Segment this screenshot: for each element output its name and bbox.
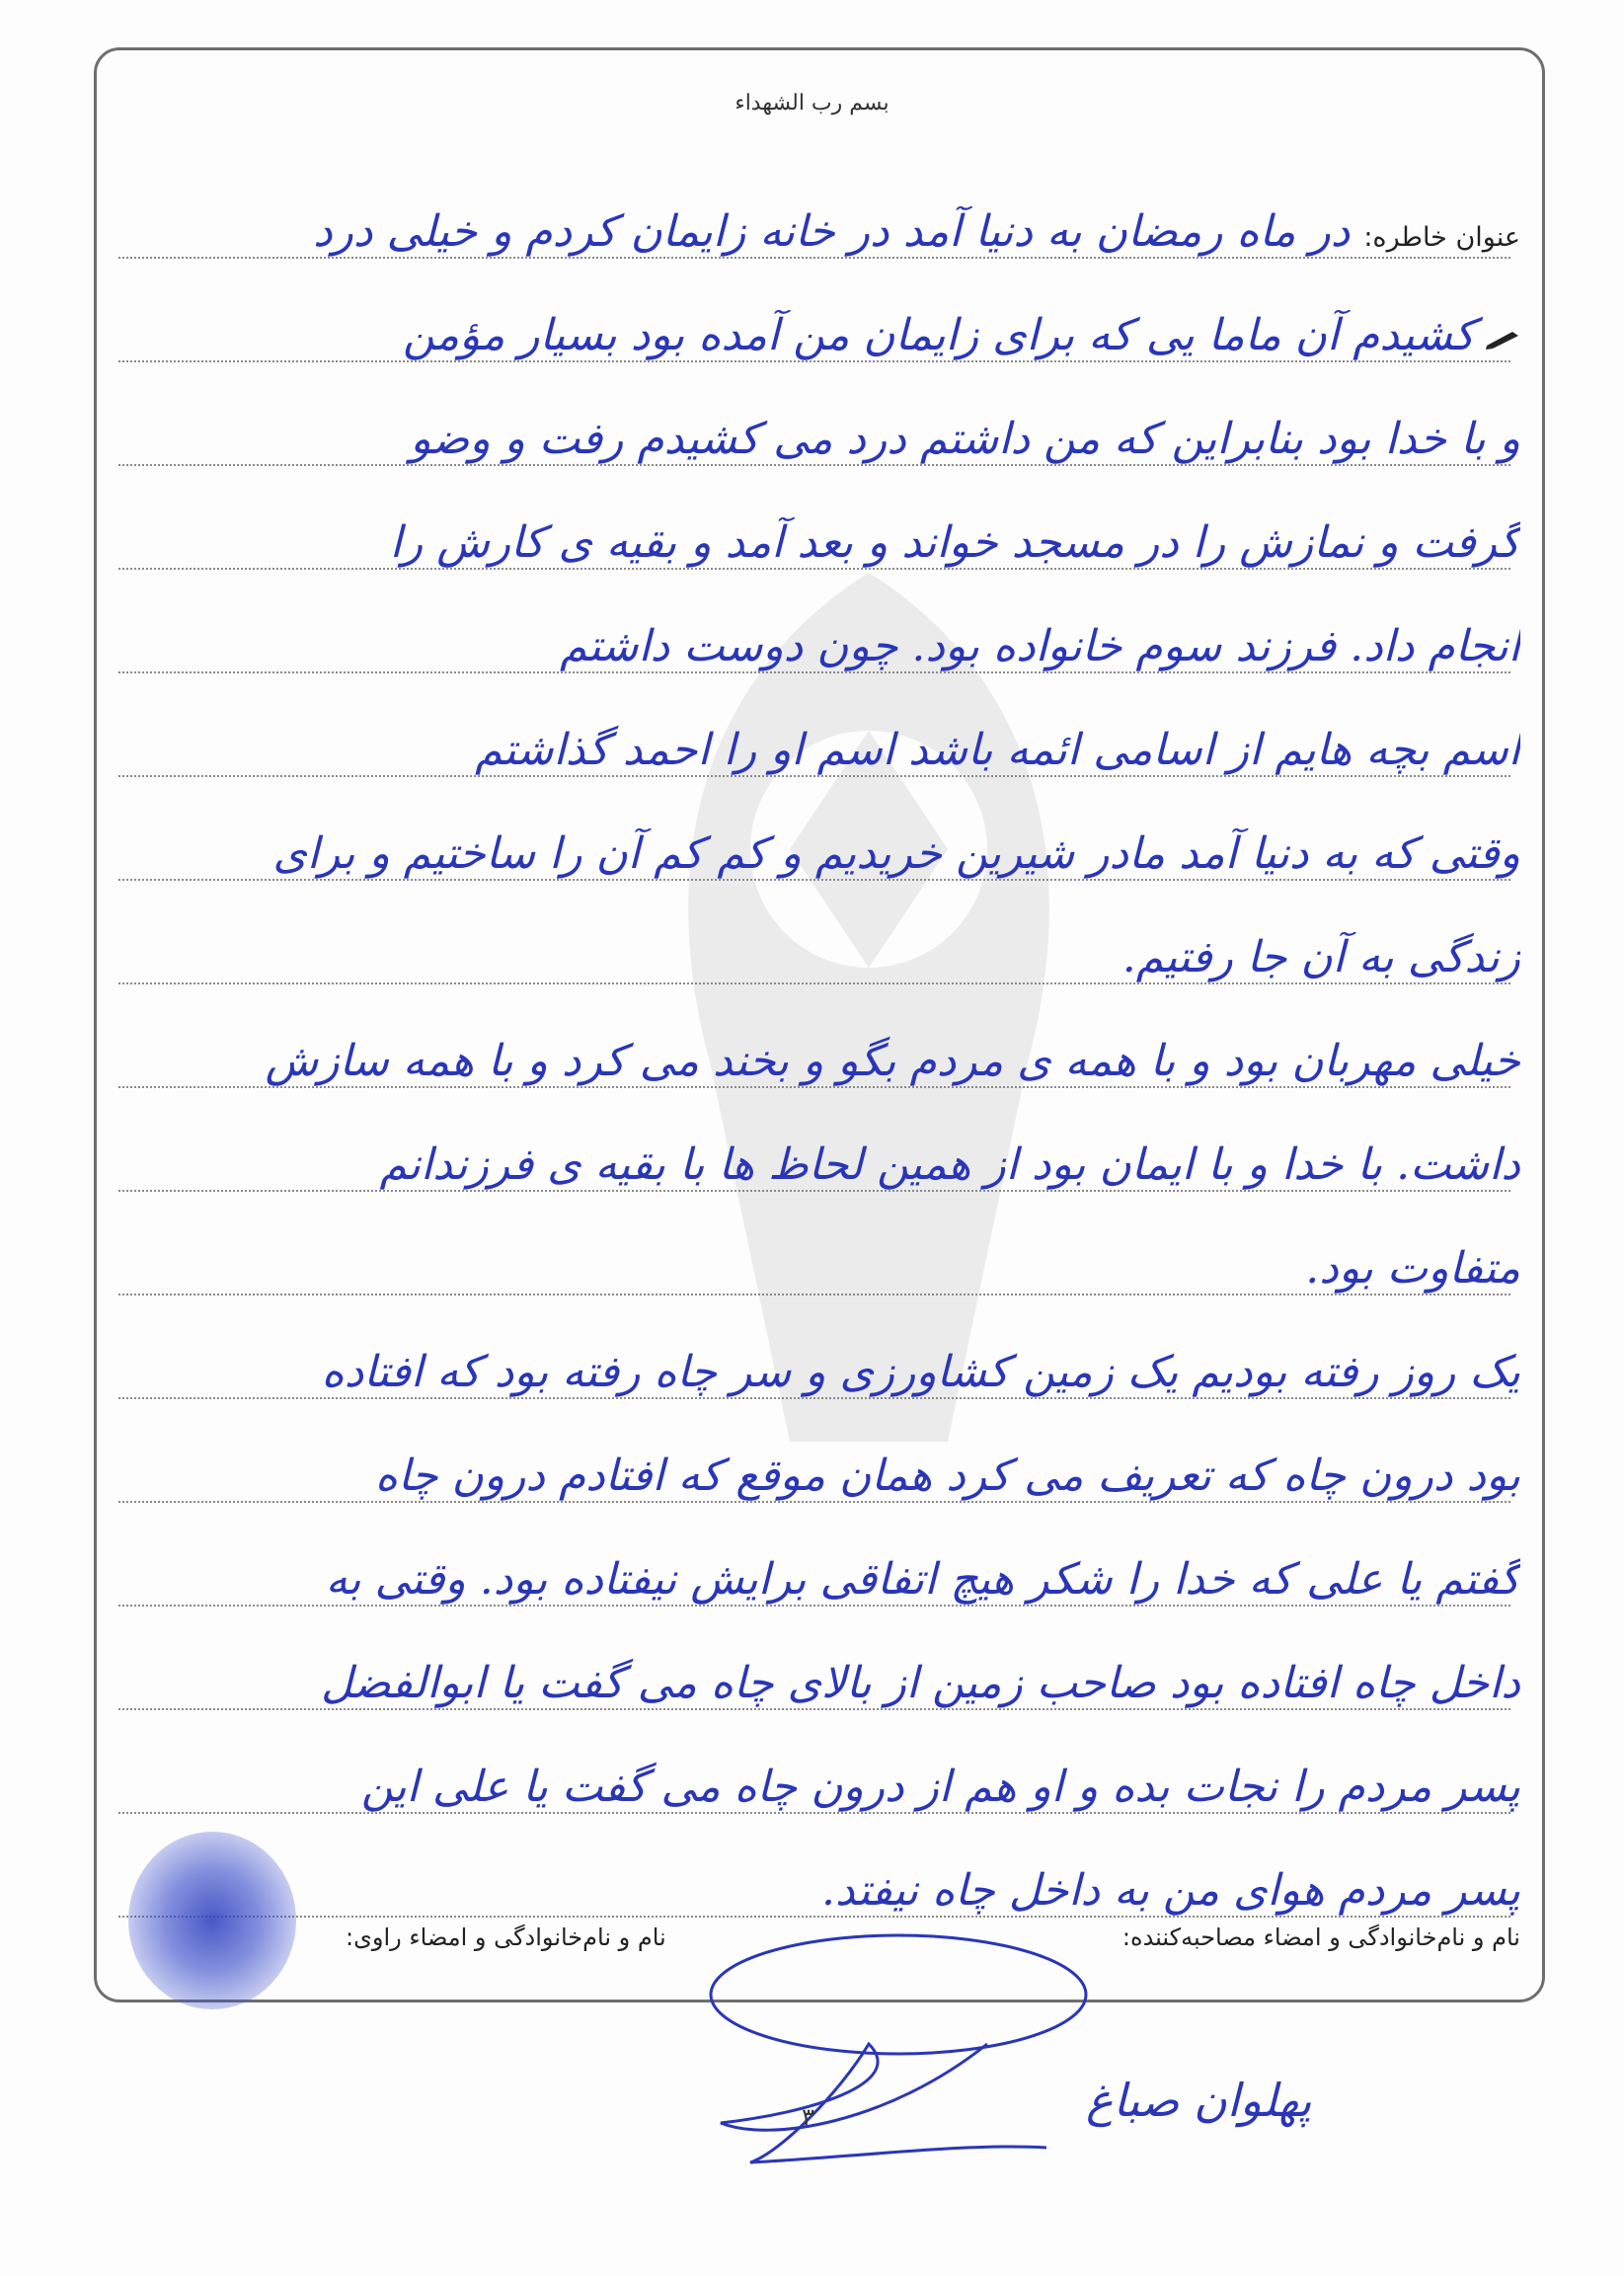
- memory-line: [109, 899, 1520, 1002]
- memory-line-text: متفاوت بود.: [1305, 1243, 1520, 1294]
- pen-icon: [1485, 328, 1520, 350]
- dotted-rule: [118, 568, 1510, 570]
- dotted-rule: [118, 982, 1510, 984]
- dotted-rule: [118, 1708, 1510, 1710]
- memory-line-text: وقتی که به دنیا آمد مادر شیرین خریدیم و کم کم آن را ساختیم و برای: [272, 828, 1520, 879]
- dotted-rule: [118, 1501, 1510, 1503]
- dotted-rule: [118, 1812, 1510, 1814]
- memory-line-text: پسر مردم هوای من به داخل چاه نیفتد.: [821, 1865, 1520, 1916]
- memory-line: [109, 276, 1520, 380]
- memory-line: [109, 1106, 1520, 1210]
- memory-line-text: گفتم یا علی که خدا را شکر هیچ اتفاقی برایش نیفتاده بود. وقتی به: [325, 1554, 1520, 1605]
- memory-line: [109, 1417, 1520, 1521]
- memory-line-text: داخل چاه افتاده بود صاحب زمین از بالای چاه می گفت یا ابوالفضل: [321, 1658, 1520, 1708]
- dotted-rule: [118, 1294, 1510, 1295]
- dotted-rule: [118, 1190, 1510, 1192]
- memory-line-text: بود درون چاه که تعریف می کرد همان موقع که افتادم درون چاه: [374, 1451, 1520, 1501]
- dotted-rule: [118, 879, 1510, 881]
- memory-line: [109, 1728, 1520, 1832]
- memory-line-text: زندگی به آن جا رفتیم.: [1121, 932, 1520, 982]
- memory-line-text: گرفت و نمازش را در مسجد خواند و بعد آمد و بقیه ی کارش را: [389, 517, 1520, 568]
- memory-line: [109, 1624, 1520, 1728]
- memory-line: [109, 588, 1520, 691]
- dotted-rule: [118, 257, 1510, 259]
- dotted-rule: [118, 1916, 1510, 1918]
- memory-line-text: کشیدم آن ماما یی که برای زایمان من آمده بود بسیار مؤمن: [402, 310, 1475, 360]
- memory-body: [109, 173, 1520, 1935]
- dotted-rule: [118, 671, 1510, 673]
- narrator-signature-label: نام و نام‌خانوادگی و امضاء راوی:: [346, 1923, 666, 1951]
- dotted-rule: [118, 464, 1510, 466]
- memory-line: [109, 1832, 1520, 1935]
- signature-scribble: [691, 1925, 1106, 2172]
- memory-line: [109, 795, 1520, 899]
- memory-line: [109, 173, 1520, 276]
- memory-line: [109, 1521, 1520, 1624]
- memory-line: [109, 691, 1520, 795]
- memory-line: [109, 1002, 1520, 1106]
- memory-line-text: اسم بچه هایم از اسامی ائمه باشد اسم او را احمد گذاشتم: [475, 725, 1520, 775]
- memory-line-text: انجام داد. فرزند سوم خانواده بود. چون دوست داشتم: [560, 621, 1520, 671]
- interviewer-signature-label: نام و نام‌خانوادگی و امضاء مصاحبه‌کننده:: [1121, 1923, 1520, 1951]
- dotted-rule: [118, 360, 1510, 362]
- memory-line: [109, 380, 1520, 484]
- memory-line-text: خیلی مهربان بود و با همه ی مردم بگو و بخند می کرد و با همه سازش: [265, 1036, 1520, 1086]
- fingerprint-stamp: [128, 1832, 296, 2009]
- dotted-rule: [118, 1397, 1510, 1399]
- memory-line: [109, 1313, 1520, 1417]
- dotted-rule: [118, 1086, 1510, 1088]
- memory-line-text: داشت. با خدا و با ایمان بود از همین لحاظ ها با بقیه ی فرزندانم: [379, 1139, 1520, 1190]
- memory-line-text: و با خدا بود بنابراین که من داشتم درد می کشیدم رفت و وضو: [410, 414, 1520, 464]
- memory-line: [109, 484, 1520, 588]
- memory-line-text: پسر مردم را نجات بده و او هم از درون چاه می گفت یا علی این: [360, 1762, 1520, 1812]
- signature-name: پهلوان صباغ: [1086, 2074, 1312, 2127]
- memory-line-text: در ماه رمضان به دنیا آمد در خانه زایمان کردم و خیلی درد: [313, 206, 1351, 257]
- dotted-rule: [118, 775, 1510, 777]
- memory-line-text: یک روز رفته بودیم یک زمین کشاورزی و سر چاه رفته بود که افتاده: [321, 1347, 1520, 1397]
- page-number: ۳: [802, 2103, 814, 2131]
- dotted-rule: [118, 1605, 1510, 1607]
- page-header-title: بسم رب الشهداء: [735, 91, 889, 116]
- memory-line: [109, 1210, 1520, 1313]
- memory-title-label: عنوان خاطره:: [1363, 222, 1520, 253]
